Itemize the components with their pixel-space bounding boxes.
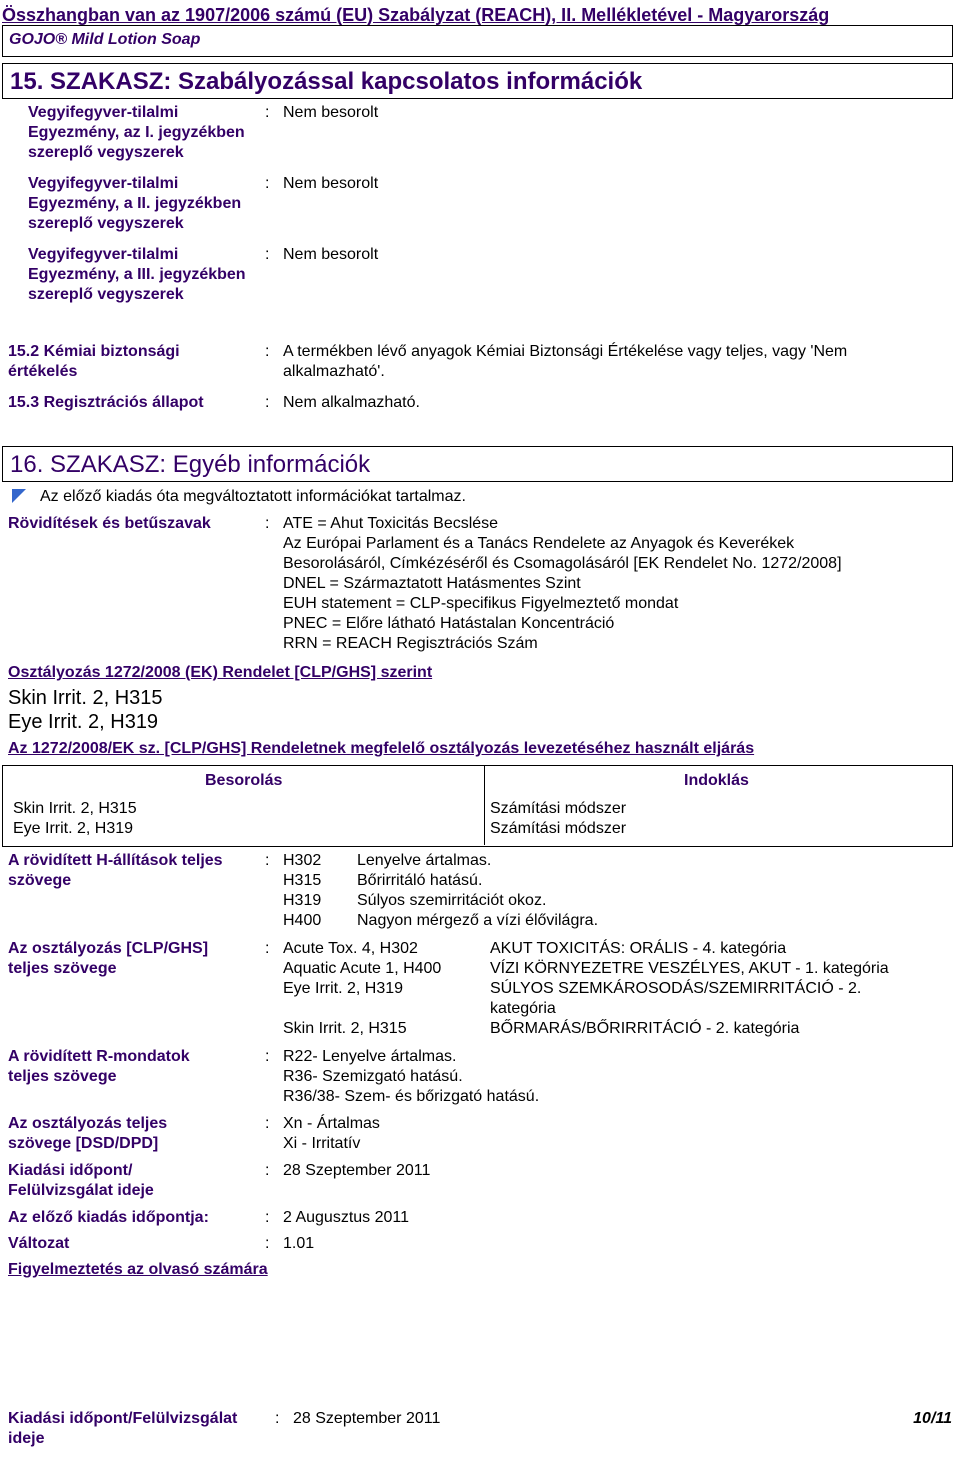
list-item: EUH statement = CLP-specifikus Figyelmeztető mondat bbox=[283, 595, 679, 612]
abbreviations-list bbox=[283, 514, 842, 654]
colon: : bbox=[265, 1235, 270, 1252]
section-15-header bbox=[2, 63, 953, 99]
change-marker-triangle-icon bbox=[12, 489, 26, 503]
colon: : bbox=[265, 1162, 270, 1179]
table-row: Skin Irrit. 2, H315 Eye Irrit. 2, H319 bbox=[13, 800, 137, 837]
list-item: R36- Szemizgató hatású. bbox=[283, 1068, 463, 1085]
cwc-schedule-3-label: Vegyifegyver-tilalmi Egyezmény, a III. jegyzékben szereplő vegyszerek bbox=[28, 246, 246, 303]
colon: : bbox=[265, 1048, 270, 1065]
clp-full-text-label: Az osztályozás [CLP/GHS] teljes szövege bbox=[8, 940, 209, 977]
chemical-safety-assessment-label: 15.2 Kémiai biztonsági értékelés bbox=[8, 343, 180, 380]
page-number: 10/11 bbox=[913, 1410, 952, 1427]
colon: : bbox=[265, 852, 270, 869]
list-item: R22- Lenyelve ártalmas. bbox=[283, 1048, 457, 1065]
colon: : bbox=[265, 104, 270, 121]
chemical-safety-assessment-value: A termékben lévő anyagok Kémiai Biztonsági Értékelése vagy teljes, vagy 'Nem alkalmazható'. bbox=[283, 343, 848, 380]
cwc-schedule-1-value: Nem besorolt bbox=[283, 104, 379, 121]
list-item: Skin Irrit. 2, H315 bbox=[8, 687, 163, 709]
list-item: DNEL = Származtatott Hatásmentes Szint bbox=[283, 575, 581, 592]
cwc-schedule-2-value: Nem besorolt bbox=[283, 175, 379, 192]
version-value: 1.01 bbox=[283, 1235, 315, 1252]
version-label: Változat bbox=[8, 1235, 70, 1252]
list-item: Xn - Ártalmas bbox=[283, 1115, 380, 1132]
list-item: RRN = REACH Regisztrációs Szám bbox=[283, 635, 538, 652]
colon: : bbox=[265, 940, 270, 957]
colon: : bbox=[265, 1209, 270, 1226]
colon: : bbox=[265, 246, 270, 263]
section-15-title: 15. SZAKASZ: Szabályozással kapcsolatos információk bbox=[10, 68, 643, 95]
changed-info-note: Az előző kiadás óta megváltoztatott információkat tartalmaz. bbox=[40, 488, 466, 505]
clp-full-codes: Acute Tox. 4, H302 Aquatic Acute 1, H400 Eye Irrit. 2, H319 Skin Irrit. 2, H315 bbox=[283, 940, 442, 1037]
list-item: ATE = Ahut Toxicitás Becslése bbox=[283, 515, 499, 532]
classification-table bbox=[2, 765, 953, 847]
clp-full-texts: AKUT TOXICITÁS: ORÁLIS - 4. kategória VÍZI KÖRNYEZETRE VESZÉLYES, AKUT - 1. kategória SÚLYOS SZEMKÁROSODÁS/SZEMIRRITÁCIÓ - 2. kategória BŐRMARÁS/BŐRIRRITÁCIÓ - 2. kategória bbox=[490, 940, 889, 1037]
cwc-schedule-2-label: Vegyifegyver-tilalmi Egyezmény, a II. jegyzékben szereplő vegyszerek bbox=[28, 175, 242, 232]
h-statements-label: A rövidített H-állítások teljes szövege bbox=[8, 852, 223, 889]
colon: : bbox=[265, 1115, 270, 1132]
list-item: Besorolásáról, Címkézéséről és Csomagolásáról [EK Rendelet No. 1272/2008] bbox=[283, 555, 842, 572]
issue-date-label: Kiadási időpont/ Felülvizsgálat ideje bbox=[8, 1162, 154, 1199]
issue-date-value: 28 Szeptember 2011 bbox=[283, 1162, 431, 1179]
list-item: PNEC = Előre látható Hatástalan Koncentráció bbox=[283, 615, 615, 632]
colon: : bbox=[265, 343, 270, 360]
dsd-classification-label: Az osztályozás teljes szövege [DSD/DPD] bbox=[8, 1115, 168, 1152]
product-name-box bbox=[2, 25, 953, 57]
r-phrases-list bbox=[283, 1047, 539, 1107]
colon: : bbox=[265, 394, 270, 411]
list-item: Eye Irrit. 2, H319 bbox=[8, 711, 159, 733]
section-16-header bbox=[2, 446, 953, 482]
footer-issue-date-label: Kiadási időpont/Felülvizsgálat ideje bbox=[8, 1410, 238, 1447]
registration-status-value: Nem alkalmazható. bbox=[283, 394, 420, 411]
table-row: Számítási módszer Számítási módszer bbox=[490, 800, 627, 837]
section-16-title: 16. SZAKASZ: Egyéb információk bbox=[10, 451, 371, 478]
classification-procedure-heading: Az 1272/2008/EK sz. [CLP/GHS] Rendeletnek megfelelő osztályozás levezetéséhez használt eljárás bbox=[8, 740, 755, 757]
clp-classification-heading: Osztályozás 1272/2008 (EK) Rendelet [CLP/GHS] szerint bbox=[8, 664, 433, 681]
reader-notice-heading: Figyelmeztetés az olvasó számára bbox=[8, 1261, 268, 1278]
colon: : bbox=[265, 175, 270, 192]
h-statement-codes: H302 H315 H319 H400 bbox=[283, 852, 322, 929]
footer-issue-date-value: 28 Szeptember 2011 bbox=[293, 1410, 441, 1427]
clp-classification-items bbox=[8, 686, 163, 734]
list-item: Xi - Irritatív bbox=[283, 1135, 361, 1152]
cwc-schedule-3-value: Nem besorolt bbox=[283, 246, 379, 263]
h-statement-texts: Lenyelve ártalmas. Bőrirritáló hatású. Súlyos szemirritációt okoz. Nagyon mérgező a vízi élővilágra. bbox=[357, 852, 599, 929]
colon: : bbox=[275, 1410, 280, 1427]
table-header-justification: Indoklás bbox=[684, 772, 749, 789]
product-name: GOJO® Mild Lotion Soap bbox=[9, 31, 201, 48]
abbreviations-label: Rövidítések és betűszavak bbox=[8, 515, 211, 532]
previous-issue-label: Az előző kiadás időpontja: bbox=[8, 1209, 209, 1226]
regulation-header: Összhangban van az 1907/2006 számú (EU) Szabályzat (REACH), II. Mellékletével - Magyarország bbox=[2, 5, 830, 25]
previous-issue-value: 2 Augusztus 2011 bbox=[283, 1209, 410, 1226]
list-item: Az Európai Parlament és a Tanács Rendelete az Anyagok és Keverékek bbox=[283, 535, 795, 552]
table-header-classification: Besorolás bbox=[205, 772, 283, 789]
registration-status-label: 15.3 Regisztrációs állapot bbox=[8, 394, 204, 411]
colon: : bbox=[265, 515, 270, 532]
dsd-classification-values bbox=[283, 1114, 380, 1154]
list-item: R36/38- Szem- és bőrizgató hatású. bbox=[283, 1088, 540, 1105]
r-phrases-label: A rövidített R-mondatok teljes szövege bbox=[8, 1048, 190, 1085]
cwc-schedule-1-label: Vegyifegyver-tilalmi Egyezmény, az I. jegyzékben szereplő vegyszerek bbox=[28, 104, 245, 161]
table-divider bbox=[484, 765, 485, 845]
